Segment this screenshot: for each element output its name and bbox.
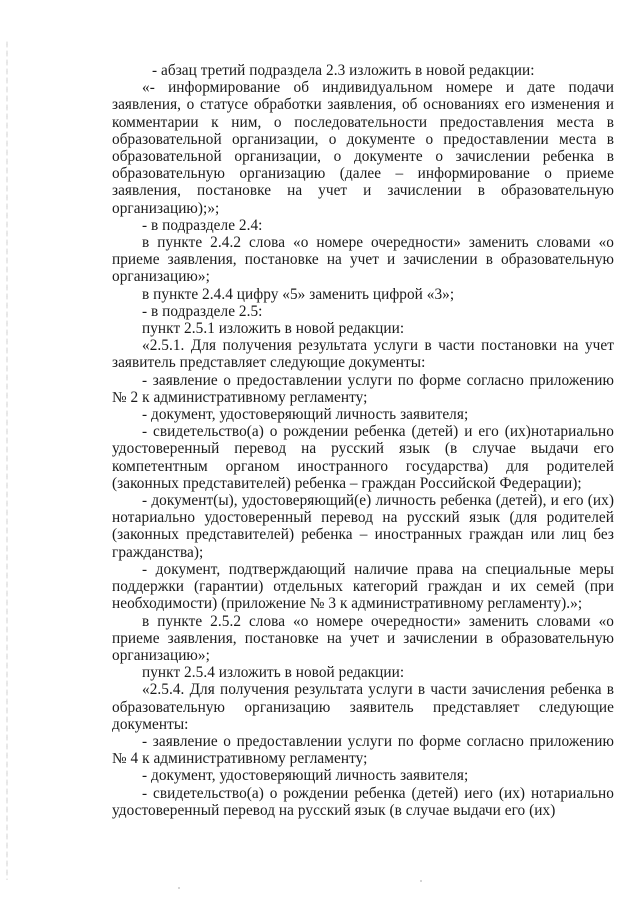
paragraph: в пункте 2.4.2 слова «о номере очередности» заменить словами «о приеме заявления, постановке на учет и зачислении в образовательную организацию»; [112, 234, 614, 286]
paragraph: пункт 2.5.4 изложить в новой редакции: [142, 664, 405, 682]
scan-speck [420, 880, 422, 882]
paragraph: «2.5.4. Для получения результата услуги в части зачисления ребенка в образовательную организацию заявитель представляет следующие документы: [112, 681, 614, 733]
paragraph: - абзац третий подраздела 2.3 изложить в новой редакции: [152, 62, 535, 79]
paragraph: в пункте 2.5.2 слова «о номере очередности» заменить словами «о приеме заявления, постановке на учет и зачислении в образовательную организацию»; [112, 612, 614, 664]
paragraph: в пункте 2.4.4 цифру «5» заменить цифрой «3»; [142, 285, 455, 303]
paragraph: «- информирование об индивидуальном номере и дате подачи заявления, о статусе обработки заявления, об основаниях его изменения и комментарии к ним, о последовательности предоставления места в образовательной организации, о документе о предоставлении места в образовательной организации, о документе о зачислении ребенка в образовательную организацию (далее – информирование о приеме заявления, постановке на учет и зачислении в образовательную организацию);»; [112, 79, 614, 217]
document-body [112, 62, 614, 819]
scan-margin-dots [6, 40, 8, 880]
paragraph: - заявление о предоставлении услуги по форме согласно приложению № 4 к административному регламенту; [112, 732, 614, 768]
paragraph: - свидетельство(а) о рождении ребенка (детей) иего (их) нотариально удостоверенный перевод на русский язык (в случае выдачи его (их) [112, 784, 614, 819]
paragraph: - свидетельство(а) о рождении ребенка (детей) и его (их)нотариально удостоверенный перевод на русский язык (в случае выдачи его компетентным органом иностранного государства) для родителей (законных представителей) ребенка – граждан Российской Федерации); [112, 423, 614, 492]
paragraph: - документ, подтверждающий наличие права на специальные меры поддержки (гарантии) отдельных категорий граждан и их семей (при необходимости) (приложение № 3 к административному регламенту).»; [112, 560, 614, 613]
paragraph: - в подразделе 2.4: [142, 216, 263, 234]
scan-speck [178, 887, 180, 889]
paragraph: - заявление о предоставлении услуги по форме согласно приложению № 2 к административному регламенту; [112, 371, 614, 406]
paragraph: - в подразделе 2.5: [142, 302, 263, 320]
paragraph: «2.5.1. Для получения результата услуги в части постановки на учет заявитель представляет следующие документы: [112, 337, 614, 372]
paragraph: пункт 2.5.1 изложить в новой редакции: [142, 320, 405, 338]
paragraph: - документ, удостоверяющий личность заявителя; [142, 767, 469, 785]
paragraph: - документ, удостоверяющий личность заявителя; [142, 406, 469, 424]
paragraph: - документ(ы), удостоверяющий(е) личность ребенка (детей), и его (их) нотариально удостоверенный перевод на русский язык (для родителей (законных представителей) ребенка – иностранных граждан или лиц без гражданства); [112, 492, 614, 561]
